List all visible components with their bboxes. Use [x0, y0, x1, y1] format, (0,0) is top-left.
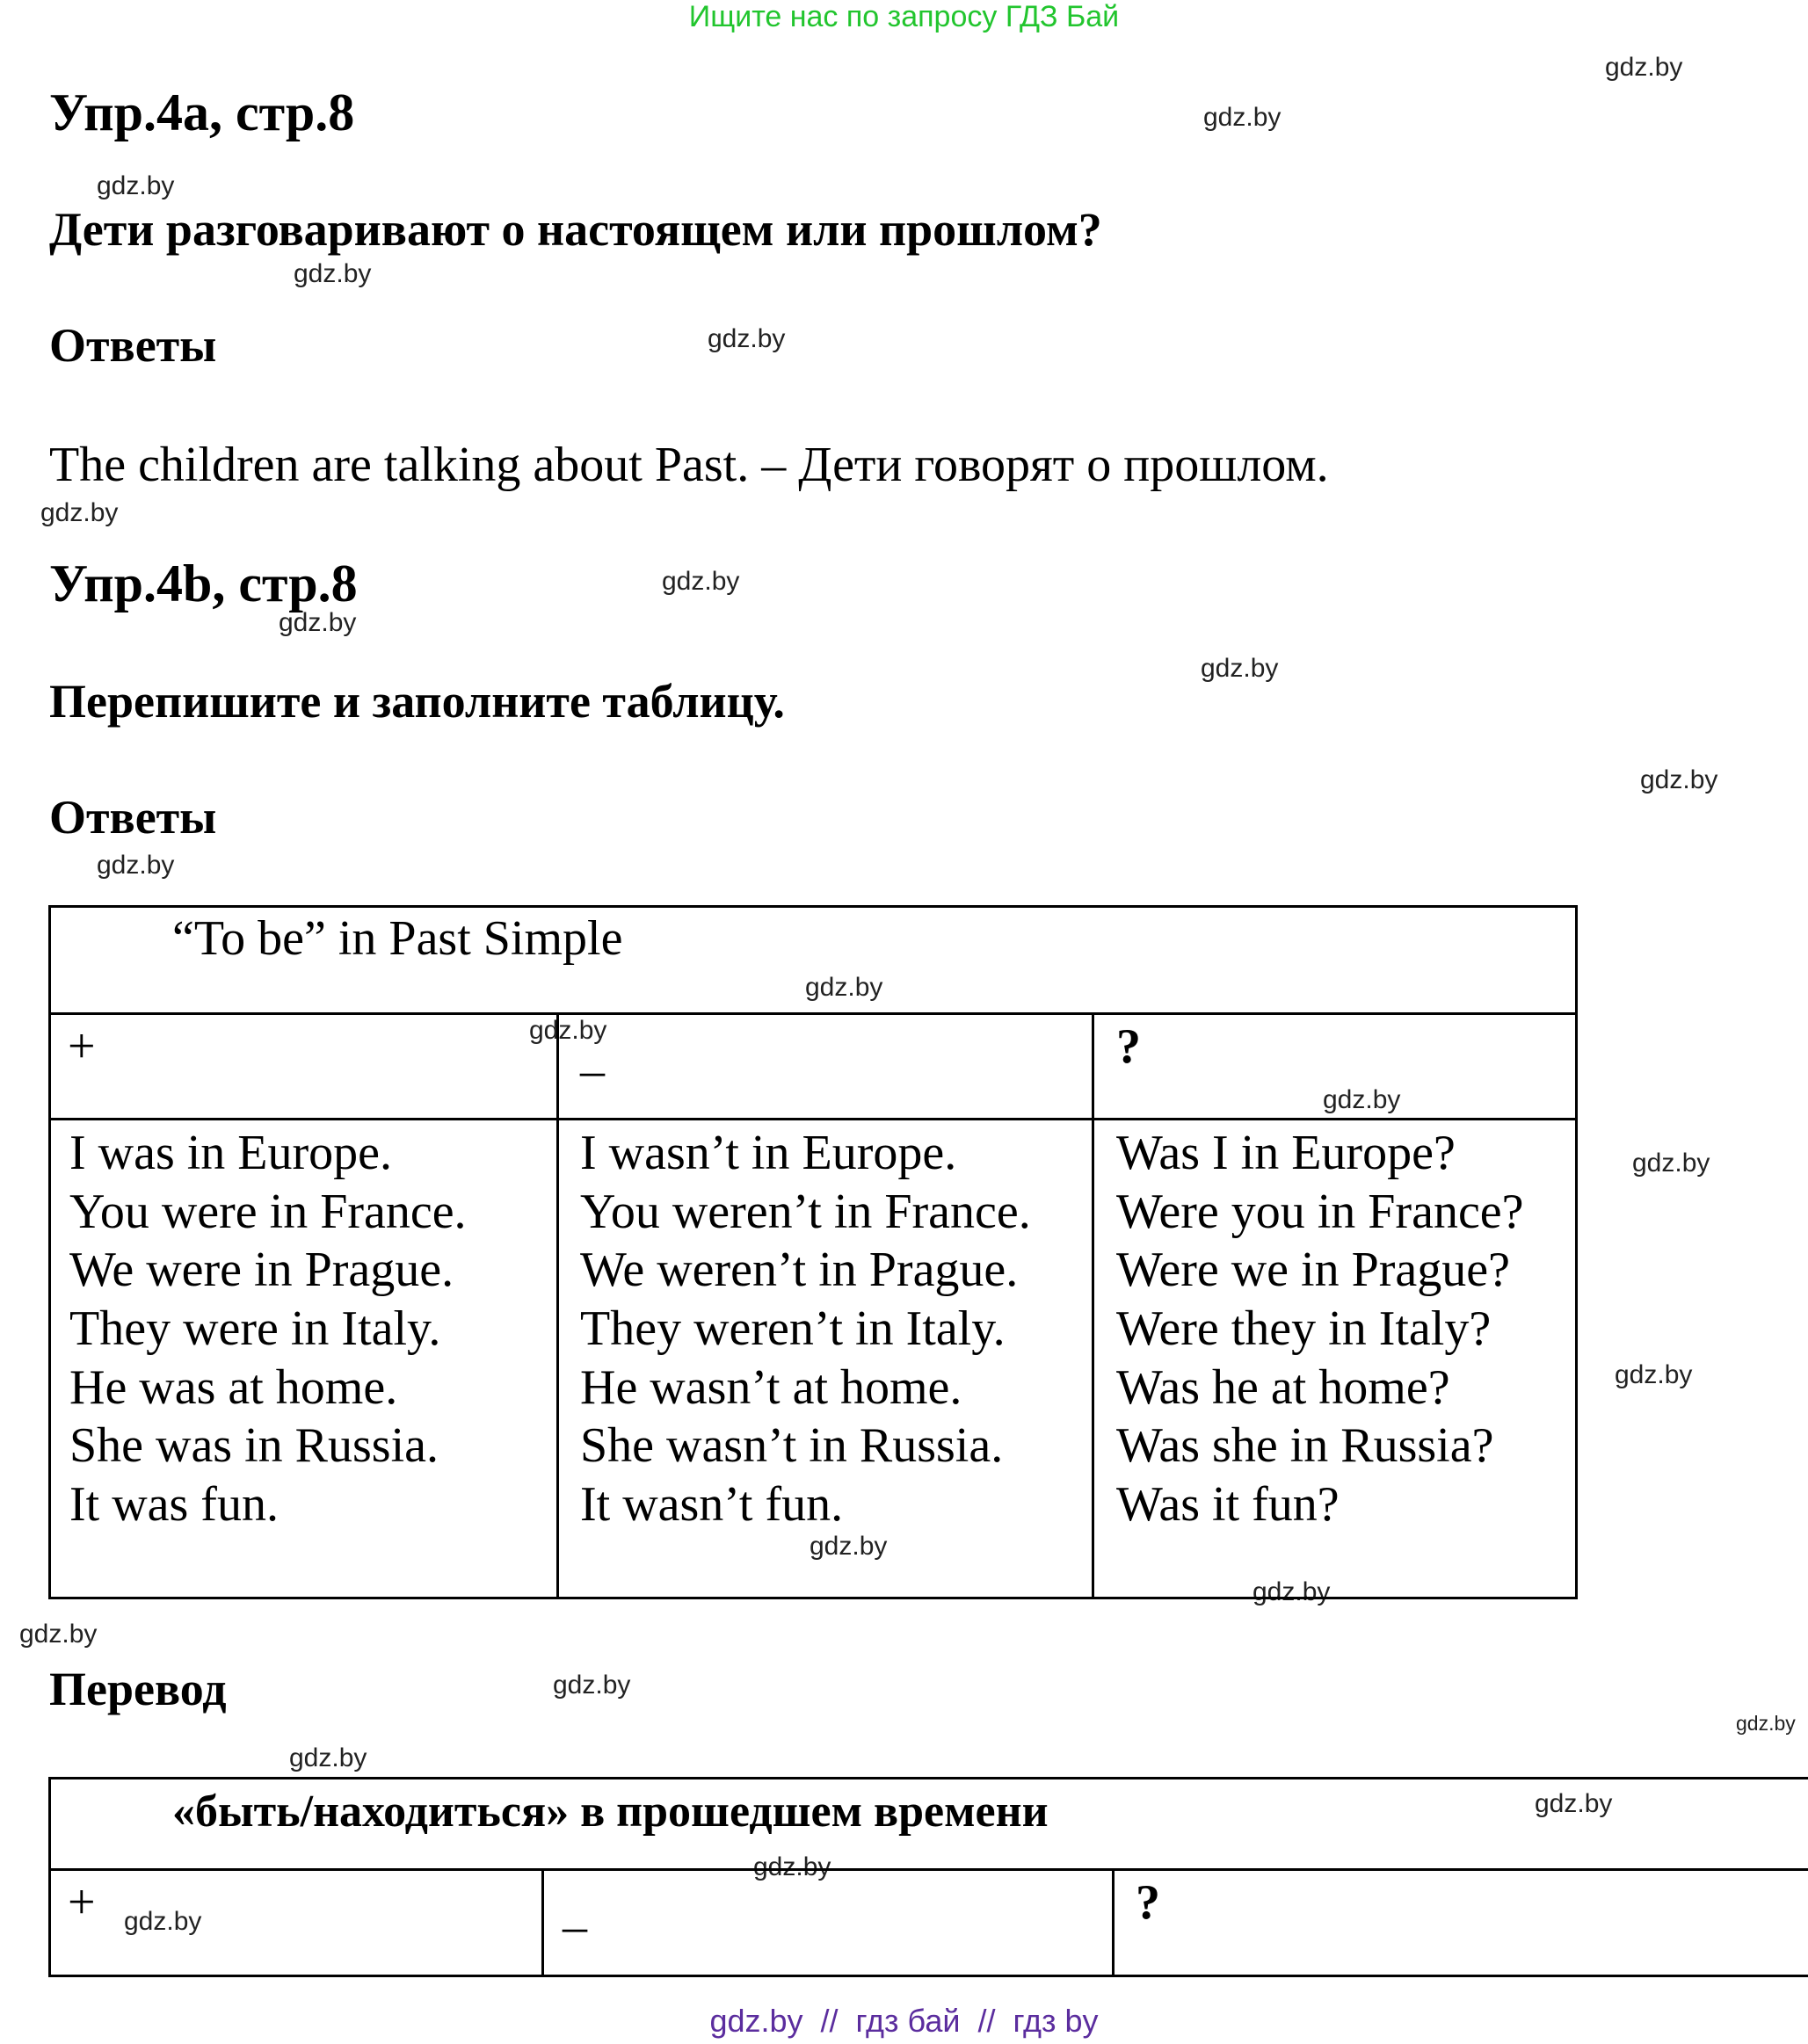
- table-line: Was I in Europe?: [1116, 1126, 1456, 1180]
- watermark: gdz.by: [1632, 1149, 1710, 1178]
- watermark: gdz.by: [289, 1743, 367, 1772]
- divider: [1092, 1012, 1094, 1598]
- header-negative: –: [563, 1899, 587, 1953]
- negative-column: [580, 1124, 1031, 1534]
- table-line: He wasn’t at home.: [580, 1359, 962, 1415]
- watermark: gdz.by: [1203, 103, 1282, 132]
- divider: [556, 1012, 559, 1598]
- table-title: “To be” in Past Simple: [172, 911, 623, 966]
- watermark: gdz.by: [294, 259, 372, 288]
- answers-heading: Ответы: [49, 319, 217, 372]
- watermark: gdz.by: [810, 1532, 888, 1561]
- watermark: gdz.by: [40, 498, 119, 527]
- watermark: gdz.by: [97, 171, 175, 200]
- table-line: We were in Prague.: [69, 1243, 454, 1298]
- exercise-4a-answer: The children are talking about Past. – Дети говорят о прошлом.: [49, 438, 1329, 492]
- table-line: Were you in France?: [1116, 1184, 1524, 1239]
- watermark: gdz.by: [1615, 1360, 1693, 1389]
- answers-heading: Ответы: [49, 791, 217, 844]
- table-line: I was in Europe.: [69, 1126, 393, 1180]
- header-positive: +: [68, 1875, 96, 1930]
- watermark: gdz.by: [19, 1620, 98, 1649]
- table-title: «быть/находиться» в прошедшем времени: [172, 1787, 1049, 1837]
- watermark: gdz.by: [529, 1016, 607, 1045]
- exercise-4a-title: Упр.4a, стр.8: [49, 83, 355, 141]
- watermark: gdz.by: [1201, 654, 1279, 683]
- table-line: It was fun.: [69, 1477, 279, 1533]
- watermark: gdz.by: [553, 1671, 631, 1700]
- header-negative: –: [580, 1043, 605, 1098]
- translation-heading: Перевод: [49, 1663, 227, 1715]
- divider: [541, 1868, 544, 1975]
- table-line: They were in Italy.: [69, 1301, 441, 1357]
- table-line: We weren’t in Prague.: [580, 1243, 1019, 1298]
- divider: [48, 1118, 1578, 1120]
- table-line: Were we in Prague?: [1116, 1243, 1510, 1298]
- question-column: [1116, 1124, 1524, 1534]
- header-positive: +: [68, 1019, 96, 1074]
- table-line: She was in Russia.: [69, 1418, 439, 1474]
- table-line: Was it fun?: [1116, 1477, 1340, 1533]
- watermark: gdz.by: [279, 608, 357, 637]
- search-banner[interactable]: Ищите нас по запросу ГДЗ Бай: [688, 0, 1120, 33]
- exercise-4b-title: Упр.4b, стр.8: [49, 554, 358, 612]
- table-line: You weren’t in France.: [580, 1184, 1031, 1239]
- watermark: gdz.by: [662, 567, 740, 596]
- watermark: gdz.by: [1323, 1085, 1401, 1114]
- exercise-4a-question: Дети разговаривают о настоящем или прошлом?: [49, 203, 1102, 256]
- divider: [1112, 1868, 1115, 1975]
- watermark: gdz.by: [1605, 53, 1683, 82]
- header-question: ?: [1116, 1019, 1141, 1074]
- watermark: gdz.by: [124, 1907, 202, 1936]
- table-line: It wasn’t fun.: [580, 1477, 844, 1533]
- watermark: gdz.by: [1736, 1712, 1796, 1735]
- watermark: gdz.by: [805, 973, 883, 1002]
- watermark: gdz.by: [1253, 1577, 1331, 1606]
- footer-links[interactable]: gdz.by // гдз бай // гдз by: [709, 2003, 1099, 2039]
- table-line: I wasn’t in Europe.: [580, 1126, 957, 1180]
- positive-column: [69, 1124, 467, 1534]
- table-line: He was at home.: [69, 1359, 398, 1415]
- exercise-4b-task: Перепишите и заполните таблицу.: [49, 675, 785, 728]
- divider: [48, 1012, 1578, 1015]
- watermark: gdz.by: [708, 324, 786, 353]
- table-line: Were they in Italy?: [1116, 1301, 1492, 1357]
- header-question: ?: [1136, 1875, 1160, 1930]
- table-line: They weren’t in Italy.: [580, 1301, 1006, 1357]
- watermark: gdz.by: [97, 851, 175, 880]
- table-line: Was she in Russia?: [1116, 1418, 1494, 1474]
- watermark: gdz.by: [1640, 765, 1718, 794]
- watermark: gdz.by: [1535, 1789, 1613, 1818]
- table-line: You were in France.: [69, 1184, 467, 1239]
- table-line: She wasn’t in Russia.: [580, 1418, 1004, 1474]
- watermark: gdz.by: [753, 1852, 831, 1881]
- divider: [48, 1868, 1808, 1871]
- table-line: Was he at home?: [1116, 1359, 1450, 1415]
